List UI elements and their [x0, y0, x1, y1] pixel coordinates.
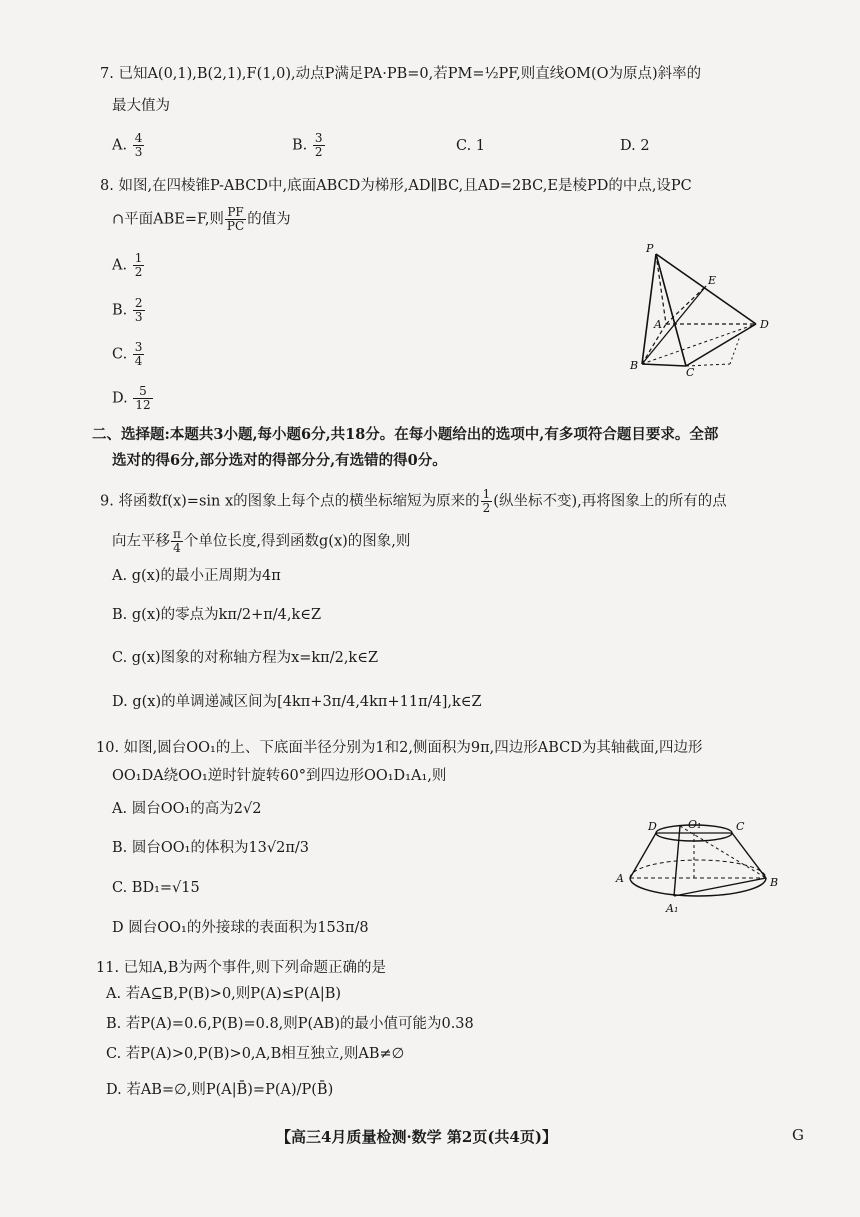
label-c: C	[686, 366, 695, 379]
q9-option-d: D. g(x)的单调递减区间为[4kπ+3π/4,4kπ+11π/4],k∈Z	[112, 694, 482, 710]
q8-option-d: D. $\frac{5}{12}$	[112, 384, 151, 412]
paper-code: G	[792, 1126, 804, 1144]
q8-stem-line-1: 8. 如图,在四棱锥P-ABCD中,底面ABCD为梯形,AD∥BC,且AD=2BC,E是棱PD的中点,设PC	[100, 178, 692, 194]
page-footer: 【高三4月质量检测·数学 第2页(共4页)】	[276, 1128, 557, 1146]
q8-option-b: B. $\frac{2}{3}$	[112, 296, 143, 324]
q7-option-b: B. $\frac{3}{2}$	[292, 131, 323, 159]
q10-stem-line-1: 10. 如图,圆台OO₁的上、下底面半径分别为1和2,侧面积为9π,四边形ABCD为其轴截面,四边形	[96, 740, 703, 756]
label-o1: O₁	[688, 818, 702, 831]
label-p: P	[646, 242, 654, 255]
q11-option-a: A. 若A⊆B,P(B)>0,则P(A)≤P(A|B)	[106, 986, 342, 1002]
q7-stem-line-2: 最大值为	[112, 98, 170, 114]
q7-stem-line-1: 7. 已知A(0,1),B(2,1),F(1,0),动点P满足PA·PB=0,若PM=½PF,则直线OM(O为原点)斜率的	[100, 66, 702, 82]
pyramid-figure	[620, 236, 780, 386]
label-c: C	[736, 820, 745, 833]
q11-stem: 11. 已知A,B为两个事件,则下列命题正确的是	[96, 960, 387, 976]
section2-line-2: 选对的得6分,部分选对的得部分分,有选错的得0分。	[112, 452, 447, 469]
q9-stem-line-2: 向左平移 $\frac{\pi}{4}$ 个单位长度,得到函数g(x)的图象,则	[112, 527, 411, 555]
frustum-figure	[612, 818, 782, 918]
q7-option-a: A. $\frac{4}{3}$	[112, 131, 143, 159]
label-d: D	[760, 318, 769, 331]
q10-option-d: D 圆台OO₁的外接球的表面积为153π/8	[112, 920, 369, 936]
q9-option-b: B. g(x)的零点为kπ/2+π/4,k∈Z	[112, 607, 322, 623]
q11-option-d: D. 若AB=∅,则P(A|B̄)=P(A)/P(B̄)	[106, 1082, 334, 1098]
label-a1: A₁	[666, 902, 679, 915]
q9-option-a: A. g(x)的最小正周期为4π	[112, 568, 281, 584]
section2-line-1: 二、选择题:本题共3小题,每小题6分,共18分。在每小题给出的选项中,有多项符合题目要求。全部	[92, 426, 719, 443]
q11-option-c: C. 若P(A)>0,P(B)>0,A,B相互独立,则AB≠∅	[106, 1046, 405, 1062]
label-e: E	[708, 274, 717, 287]
q10-option-c: C. BD₁=√15	[112, 880, 200, 896]
label-b: B	[770, 876, 779, 889]
q10-option-b: B. 圆台OO₁的体积为13√2π/3	[112, 840, 310, 856]
label-a: A	[616, 872, 624, 885]
q10-option-a: A. 圆台OO₁的高为2√2	[112, 801, 262, 817]
q11-option-b: B. 若P(A)=0.6,P(B)=0.8,则P(AB)的最小值可能为0.38	[106, 1016, 474, 1032]
q9-stem-line-1: 9. 将函数f(x)=sin x的图象上每个点的横坐标缩短为原来的 $\frac{1}{2}$ (纵坐标不变),再将图象上的所有的点	[100, 487, 727, 515]
q8-stem-line-2: ∩平面ABE=F,则 $\frac{PF}{PC}$ 的值为	[112, 205, 291, 233]
q9-option-c: C. g(x)图象的对称轴方程为x=kπ/2,k∈Z	[112, 650, 379, 666]
q7-option-c: C. 1	[456, 138, 486, 154]
label-b: B	[630, 359, 639, 372]
q8-option-c: C. $\frac{3}{4}$	[112, 340, 143, 368]
q8-option-a: A. $\frac{1}{2}$	[112, 251, 143, 279]
label-a: A	[654, 318, 662, 331]
q10-stem-line-2: OO₁DA绕OO₁逆时针旋转60°到四边形OO₁D₁A₁,则	[112, 768, 447, 784]
q7-option-d: D. 2	[620, 138, 650, 154]
label-d: D	[648, 820, 657, 833]
